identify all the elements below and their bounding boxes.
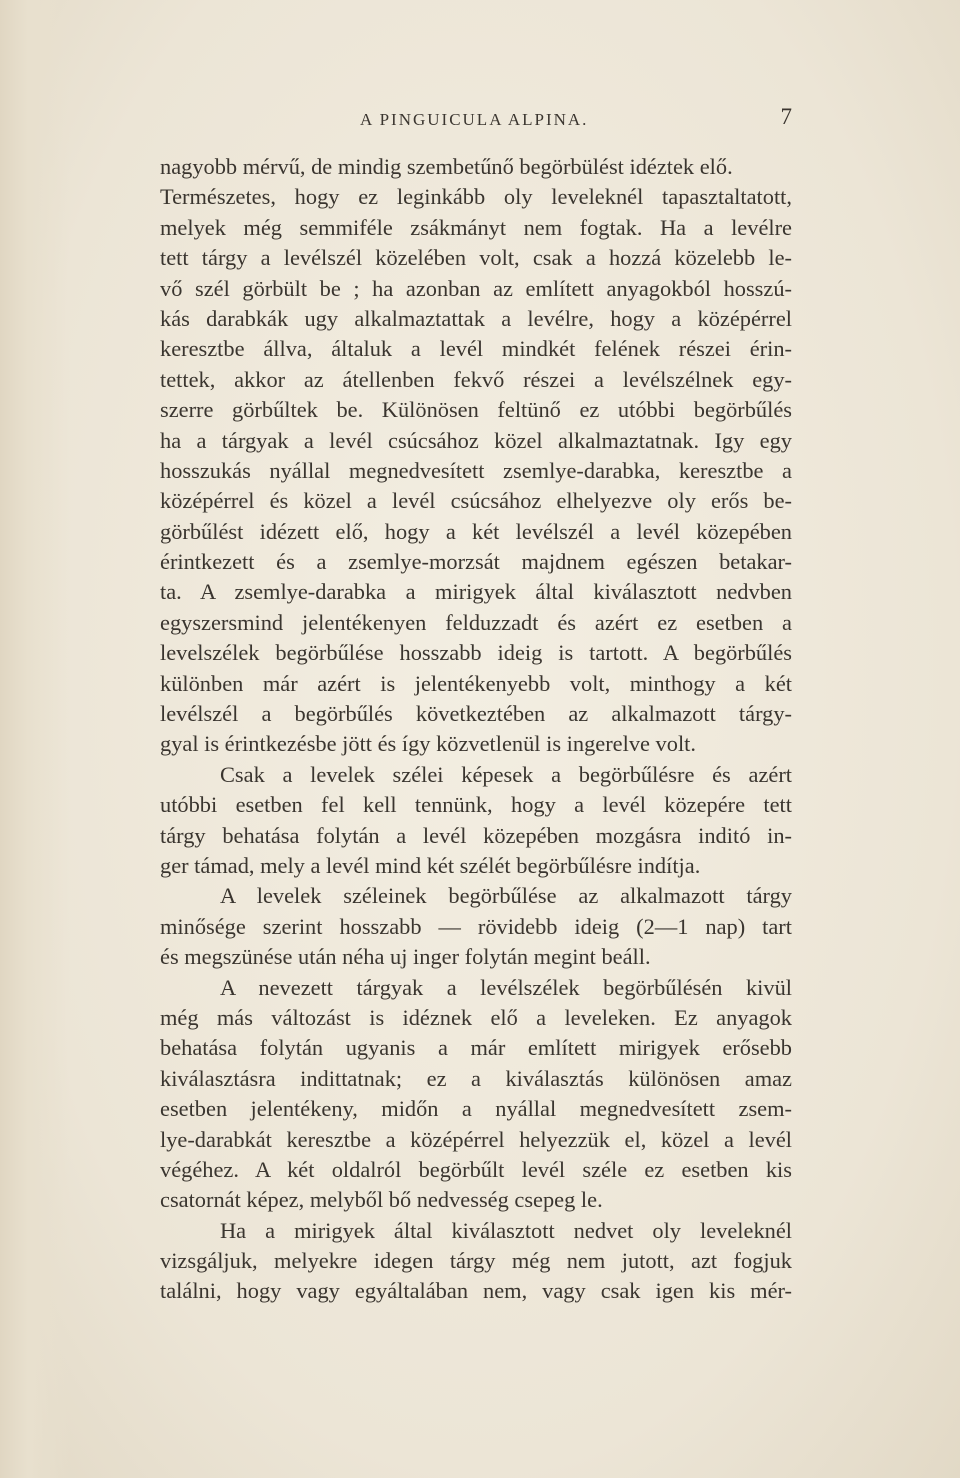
text-line: középérrel és közel a levél csúcsához elhelyezve oly erős be- (160, 488, 792, 514)
text-line: ta. A zsemlye-darabka a mirigyek által kiválasztott nedvben (160, 579, 792, 605)
text-line: Csak a levelek szélei képesek a begörbűlésre és azért (220, 761, 792, 787)
text-line: különben már azért is jelentékenyebb volt, minthogy a két (160, 670, 792, 696)
text-line: Természetes, hogy ez leginkább oly leveleknél tapasztaltatott, (160, 184, 792, 210)
text-line: tett tárgy a levélszél közelében volt, csak a hozzá közelebb le- (160, 245, 792, 271)
body-text (160, 152, 792, 1307)
text-line: utóbbi esetben fel kell tennünk, hogy a levél közepére tett (160, 792, 792, 818)
page-number: 7 (780, 104, 792, 129)
text-line: A levelek széleinek begörbűlése az alkalmazott tárgy (220, 883, 792, 909)
text-line: egyszersmind jelentékenyen felduzzadt és azért ez esetben a (160, 609, 792, 635)
text-line: levélszél a begörbűlés következtében az alkalmazott tárgy- (160, 701, 792, 727)
text-line: hosszukás nyállal megnedvesített zsemlye-darabka, keresztbe a (160, 457, 792, 483)
text-line: tettek, akkor az átellenben fekvő részei a levélszélnek egy- (160, 366, 792, 392)
text-line: még más változást is idéznek elő a leveleken. Ez anyagok (160, 1004, 792, 1030)
text-line: találni, hogy vagy egyáltalában nem, vagy csak igen kis mér- (160, 1278, 792, 1304)
text-line: és megszünése után néha uj inger folytán megint beáll. (160, 944, 651, 970)
text-line: kiválasztásra indittatnak; ez a kiválasztás különösen amaz (160, 1065, 792, 1091)
text-line: vő szél görbült be ; ha azonban az említett anyagokból hosszú- (160, 275, 792, 301)
text-line: tárgy behatása folytán a levél közepében mozgásra inditó in- (160, 822, 792, 848)
running-title: A PINGUICULA ALPINA. (360, 110, 589, 129)
text-line: nagyobb mérvű, de mindig szembetűnő begörbülést idéztek elő. (160, 154, 733, 179)
text-line: ger támad, mely a levél mind két szélét begörbűlésre indítja. (160, 852, 701, 878)
text-line: keresztbe állva, általuk a levél mindkét felének részei érin- (160, 336, 792, 362)
text-line: levelszélek begörbűlése hosszabb ideig is tartott. A begörbűlés (160, 640, 792, 666)
text-line: ha a tárgyak a levél csúcsához közel alkalmaztatnak. Igy egy (160, 427, 792, 453)
text-line: gyal is érintkezésbe jött és így közvetlenül is ingerelve volt. (160, 731, 696, 757)
text-line: A nevezett tárgyak a levélszélek begörbűlésén kivül (220, 974, 792, 1000)
text-line: vizsgáljuk, melyekre idegen tárgy még nem jutott, azt fogjuk (160, 1248, 792, 1274)
text-line: végéhez. A két oldalról begörbűlt levél széle ez esetben kis (160, 1156, 792, 1182)
text-line: minősége szerint hosszabb — rövidebb ideig (2—1 nap) tart (160, 913, 792, 939)
page-header (160, 104, 792, 134)
text-line: Ha a mirigyek által kiválasztott nedvet oly leveleknél (220, 1217, 792, 1243)
text-line: lye-darabkát keresztbe a középérrel helyezzük el, közel a levél (160, 1126, 792, 1152)
text-line: melyek még semmiféle zsákmányt nem fogtak. Ha a levélre (160, 214, 792, 240)
text-line: kás darabkák ugy alkalmaztattak a levélre, hogy a középérrel (160, 305, 792, 331)
text-line: görbűlést idézett elő, hogy a két levélszél a levél közepében (160, 518, 792, 544)
text-line: esetben jelentékeny, midőn a nyállal megnedvesített zsem- (160, 1096, 792, 1122)
page-shadow (0, 0, 70, 1478)
text-line: szerre görbűltek be. Különösen feltünő ez utóbbi begörbűlés (160, 397, 792, 423)
text-line: behatása folytán ugyanis a már említett mirigyek erősebb (160, 1035, 792, 1061)
text-line: érintkezett és a zsemlye-morzsát majdnem egészen betakar- (160, 549, 792, 575)
text-line: csatornát képez, melyből bő nedvesség csepeg le. (160, 1187, 603, 1213)
